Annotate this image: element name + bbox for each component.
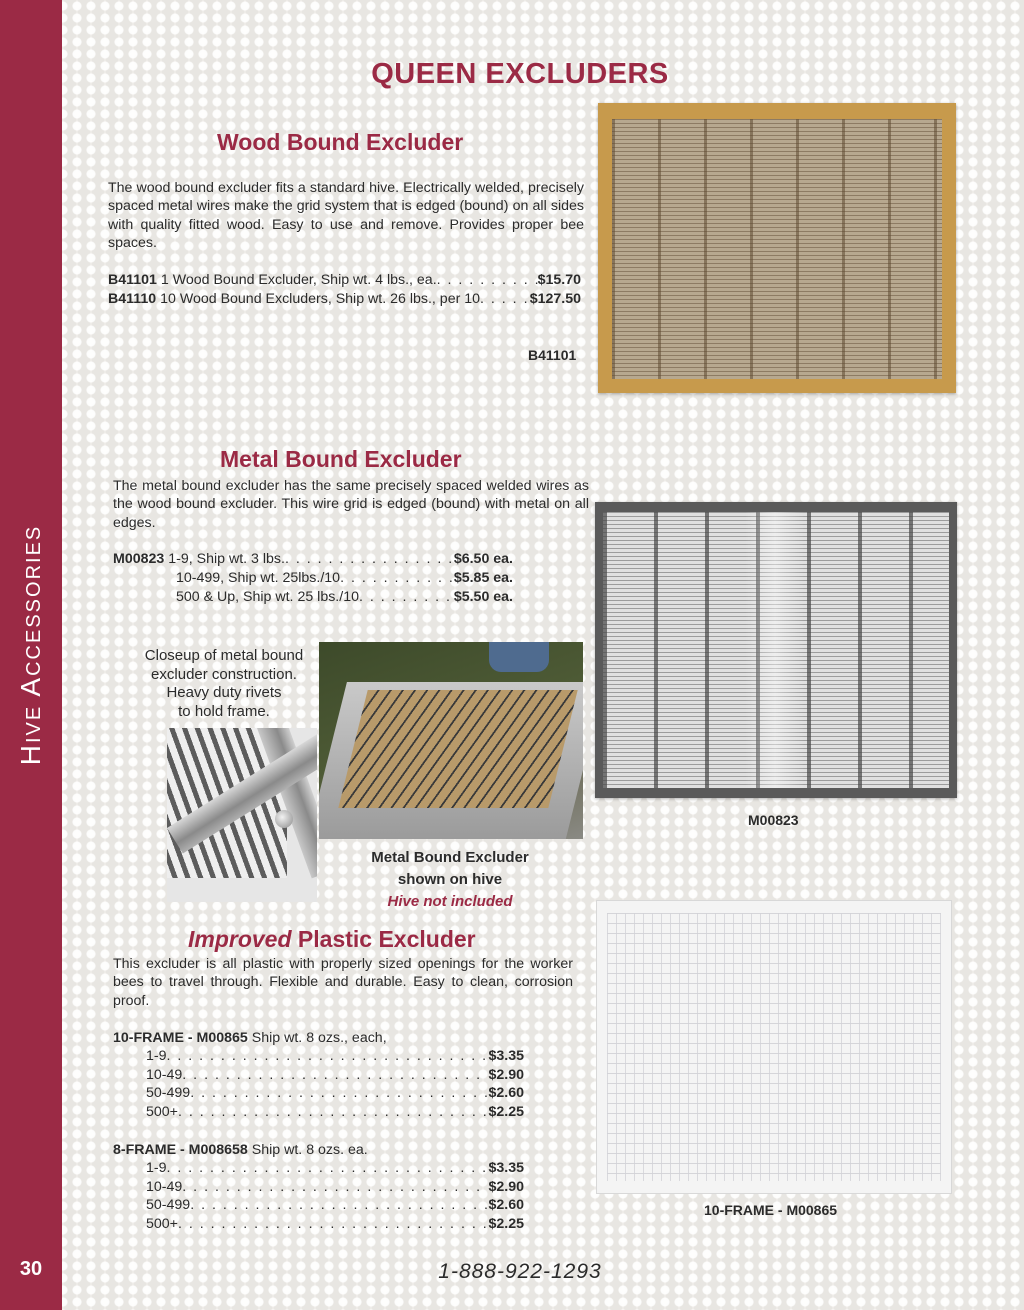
product-code: M00823 (113, 551, 165, 567)
closeup-photo (167, 728, 317, 902)
metal-section-title: Metal Bound Excluder (220, 446, 462, 472)
sidebar-label: Hive Accessories (15, 524, 46, 766)
eight-frame-row-2: 10-49 . . . $2.90 (146, 1178, 524, 1196)
product-code: B41101 (108, 272, 157, 288)
plastic-description: This excluder is all plastic with properly sized openings for the worker bees to travel through. Flexible and durable. Easy to clean, corrosion proof. (113, 956, 573, 1009)
eight-frame-row-1: 1-9 . . . $3.35 (146, 1159, 524, 1177)
ten-frame-row-1: 1-9 . . . $3.35 (146, 1047, 524, 1065)
product-price: $5.50 ea. (453, 589, 513, 605)
product-desc: 10-499, Ship wt. 25lbs./10 (176, 570, 341, 586)
product-code: B41110 (108, 291, 157, 307)
plastic-section-title: Improved Plastic Excluder (188, 926, 476, 952)
product-desc: 1-9, Ship wt. 3 lbs. (168, 551, 285, 567)
product-price: $5.85 ea. (453, 570, 513, 586)
wood-section-title: Wood Bound Excluder (217, 129, 464, 155)
metal-description: The metal bound excluder has the same precisely spaced welded wires as the wood bound excluder. This wire grid is edged (bound) with metal on all edges. (113, 478, 589, 531)
product-desc: 1 Wood Bound Excluder, Ship wt. 4 lbs., ea. (160, 272, 437, 288)
dot-leader (340, 569, 454, 587)
product-price: $15.70 (537, 272, 581, 288)
phone-number: 1-888-922-1293 (438, 1260, 602, 1283)
hive-photo (319, 642, 583, 839)
product-desc: 500 & Up, Ship wt. 25 lbs./10 (176, 589, 359, 605)
wood-image-label: B41101 (528, 347, 577, 363)
metal-price-row-2 (176, 569, 513, 587)
eight-frame-row-3: 50-499 . . . $2.60 (146, 1196, 524, 1214)
sidebar (0, 0, 62, 1310)
product-price: $127.50 (529, 291, 581, 307)
wood-excluder-image (598, 103, 956, 393)
ten-frame-row-3: 50-499 . . . $2.60 (146, 1084, 524, 1102)
metal-price-row-1 (113, 550, 513, 568)
dot-leader (359, 588, 454, 606)
metal-price-row-3 (176, 588, 513, 606)
ten-frame-heading: 10-FRAME - M00865 Ship wt. 8 ozs., each, (113, 1030, 387, 1046)
plastic-image-label: 10-FRAME - M00865 (704, 1202, 838, 1218)
hive-caption: Metal Bound Excluder shown on hive Hive not included (371, 849, 529, 910)
dot-leader (285, 550, 454, 568)
eight-frame-row-4: 500+ . . . $2.25 (146, 1215, 524, 1233)
product-price: $6.50 ea. (453, 551, 513, 567)
page-title: QUEEN EXCLUDERS (371, 58, 669, 90)
wood-price-row-1 (108, 271, 581, 289)
metal-excluder-image (595, 502, 957, 798)
eight-frame-heading: 8-FRAME - M008658 Ship wt. 8 ozs. ea. (113, 1142, 368, 1158)
ten-frame-row-2: 10-49 . . . $2.90 (146, 1066, 524, 1084)
metal-image-label: M00823 (748, 812, 799, 828)
ten-frame-row-4: 500+ . . . $2.25 (146, 1103, 524, 1121)
page-number: 30 (19, 1258, 43, 1280)
dot-leader (437, 271, 538, 289)
wood-price-row-2 (108, 290, 581, 308)
plastic-excluder-image (596, 900, 952, 1194)
dot-leader (480, 290, 530, 308)
closeup-caption: Closeup of metal bound excluder construction. Heavy duty rivets to hold frame. (144, 647, 304, 720)
wood-description: The wood bound excluder fits a standard hive. Electrically welded, precisely spaced metal wires make the grid system that is edged (bound) on all sides with quality fitted wood. Easy to use and remove. Provides proper bee spaces. (108, 180, 584, 251)
product-desc: 10 Wood Bound Excluders, Ship wt. 26 lbs., per 10 (160, 291, 481, 307)
